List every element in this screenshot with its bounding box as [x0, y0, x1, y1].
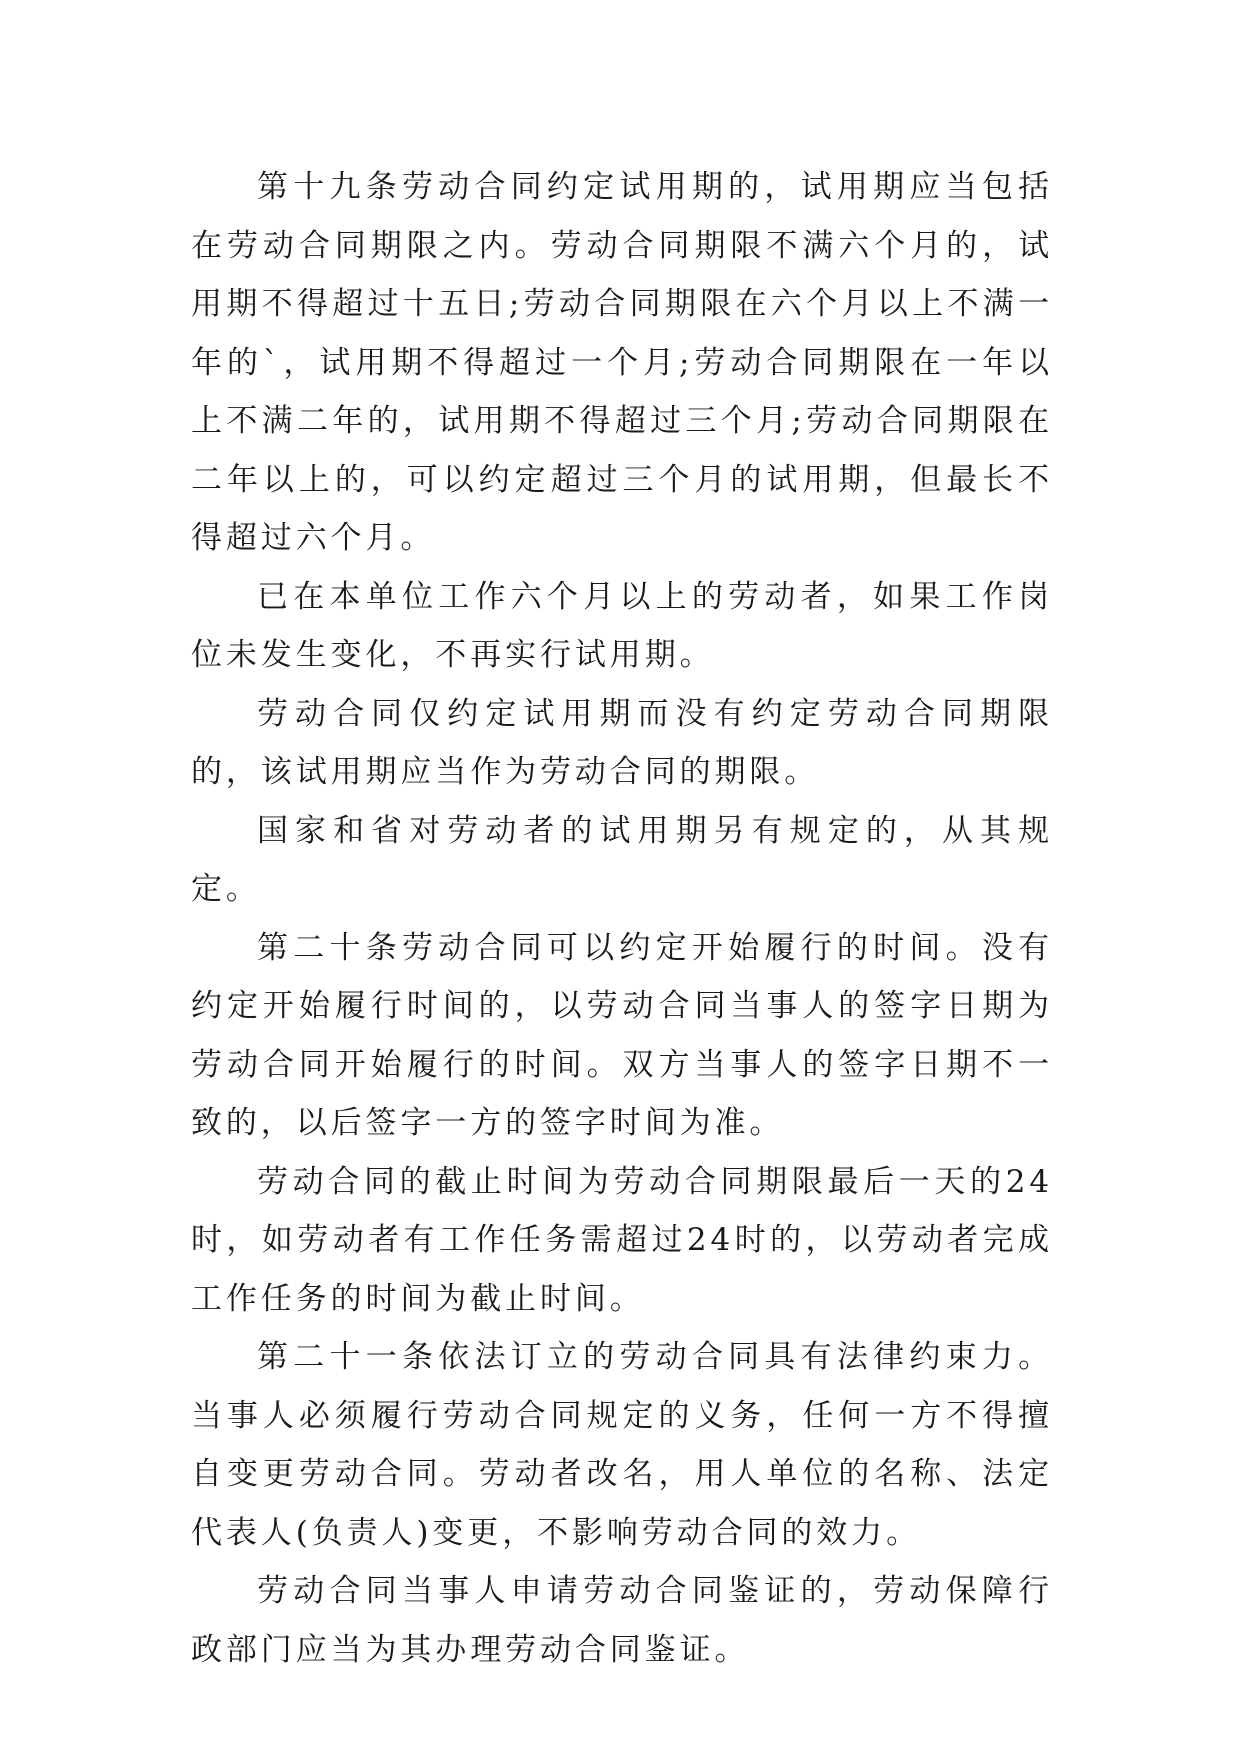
- paragraph-probation-only: 劳动合同仅约定试用期而没有约定劳动合同期限的，该试用期应当作为劳动合同的期限。: [191, 695, 1053, 790]
- paragraph-article-21: 第二十一条依法订立的劳动合同具有法律约束力。当事人必须履行劳动合同规定的义务，任何一方不得擅自变更劳动合同。劳动者改名，用人单位的名称、法定代表人(负责人)变更，不影响劳动合同的效力。: [191, 1339, 1053, 1551]
- paragraph-article-19: 第十九条劳动合同约定试用期的，试用期应当包括在劳动合同期限之内。劳动合同期限不满六个月的，试用期不得超过十五日;劳动合同期限在六个月以上不满一年的`，试用期不得超过一个月;劳动合同期限在一年以上不满二年的，试用期不得超过三个月;劳动合同期限在二年以上的，可以约定超过三个月的试用期，但最长不得超过六个月。: [191, 169, 1053, 556]
- paragraph-contract-certification: 劳动合同当事人申请劳动合同鉴证的，劳动保障行政部门应当为其办理劳动合同鉴证。: [191, 1573, 1053, 1668]
- document-body: [191, 158, 1053, 1679]
- paragraph-article-20: 第二十条劳动合同可以约定开始履行的时间。没有约定开始履行时间的，以劳动合同当事人的签字日期为劳动合同开始履行的时间。双方当事人的签字日期不一致的，以后签字一方的签字时间为准。: [191, 929, 1053, 1141]
- paragraph-probation-exemption: 已在本单位工作六个月以上的劳动者，如果工作岗位未发生变化，不再实行试用期。: [191, 578, 1053, 673]
- paragraph-state-provisions: 国家和省对劳动者的试用期另有规定的，从其规定。: [191, 812, 1053, 907]
- paragraph-end-time: 劳动合同的截止时间为劳动合同期限最后一天的24时，如劳动者有工作任务需超过24时的，以劳动者完成工作任务的时间为截止时间。: [191, 1163, 1053, 1317]
